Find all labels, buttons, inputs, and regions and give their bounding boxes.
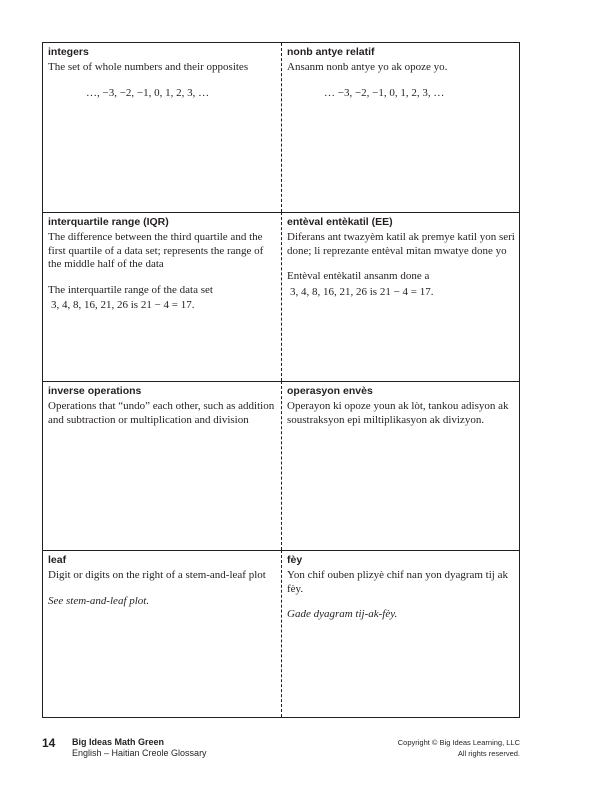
term-english: integers (48, 46, 89, 58)
example-english: …, −3, −2, −1, 0, 1, 2, 3, … (86, 86, 210, 99)
glossary-cell-creole (282, 212, 519, 381)
definition-creole: Ansanm nonb antye yo ak opoze yo. (287, 61, 448, 73)
rights-text: All rights reserved. (457, 749, 520, 758)
definition-english: Digit or digits on the right of a stem-and-leaf plot (48, 569, 266, 581)
definition-english: The difference between the third quartile and the first quartile of a data set; represents the range of the middle half of the data (48, 231, 264, 270)
glossary-subtitle: English – Haitian Creole Glossary (72, 748, 207, 758)
glossary-cell-creole (282, 550, 519, 717)
term-creole: fèy (287, 554, 303, 566)
example-line-1: Entèval entèkatil ansanm done a (287, 270, 430, 282)
glossary-cell-english (43, 43, 282, 212)
page-number: 14 (42, 736, 56, 750)
example-line-2: 3, 4, 8, 16, 21, 26 is 21 − 4 = 17. (290, 285, 434, 298)
glossary-cell-english (43, 381, 282, 550)
definition-creole: Operayon ki opoze youn ak lòt, tankou adisyon ak soustraksyon epi miltiplikasyon ak divizyon. (287, 400, 509, 426)
glossary-cell-english (43, 550, 282, 717)
definition-creole: Yon chif ouben plizyè chif nan yon dyagram tij ak fèy. (287, 569, 508, 595)
example-line-1: The interquartile range of the data set (48, 283, 213, 296)
term-creole: entèval entèkatil (EE) (287, 216, 393, 228)
glossary-cell-creole (282, 381, 519, 550)
copyright-block (398, 737, 520, 759)
see-also-creole: Gade dyagram tij-ak-fèy. (287, 608, 398, 620)
glossary-table (42, 42, 520, 718)
term-english: inverse operations (48, 385, 142, 397)
glossary-cell-english (43, 212, 282, 381)
example-creole: … −3, −2, −1, 0, 1, 2, 3, … (324, 86, 445, 99)
definition-creole: Diferans ant twazyèm katil ak premye katil yon seri done; li reprezante entèval mitan mwatye done yo (287, 231, 515, 257)
definition-english: Operations that “undo” each other, such as addition and subtraction or multiplication and division (48, 400, 275, 426)
example-english (48, 284, 277, 313)
definition-english: The set of whole numbers and their opposites (48, 61, 249, 73)
term-english: interquartile range (IQR) (48, 216, 169, 228)
term-english: leaf (48, 554, 67, 566)
copyright-text: Copyright © Big Ideas Learning, LLC (397, 738, 520, 747)
term-creole: operasyon envès (287, 385, 373, 397)
glossary-cell-creole (282, 43, 519, 212)
example-line-2: 3, 4, 8, 16, 21, 26 is 21 − 4 = 17. (51, 299, 195, 311)
see-also-english: See stem-and-leaf plot. (48, 594, 150, 607)
book-title-block (72, 737, 207, 759)
term-creole: nonb antye relatif (287, 46, 375, 58)
example-creole (287, 270, 515, 299)
book-title: Big Ideas Math Green (72, 737, 165, 747)
